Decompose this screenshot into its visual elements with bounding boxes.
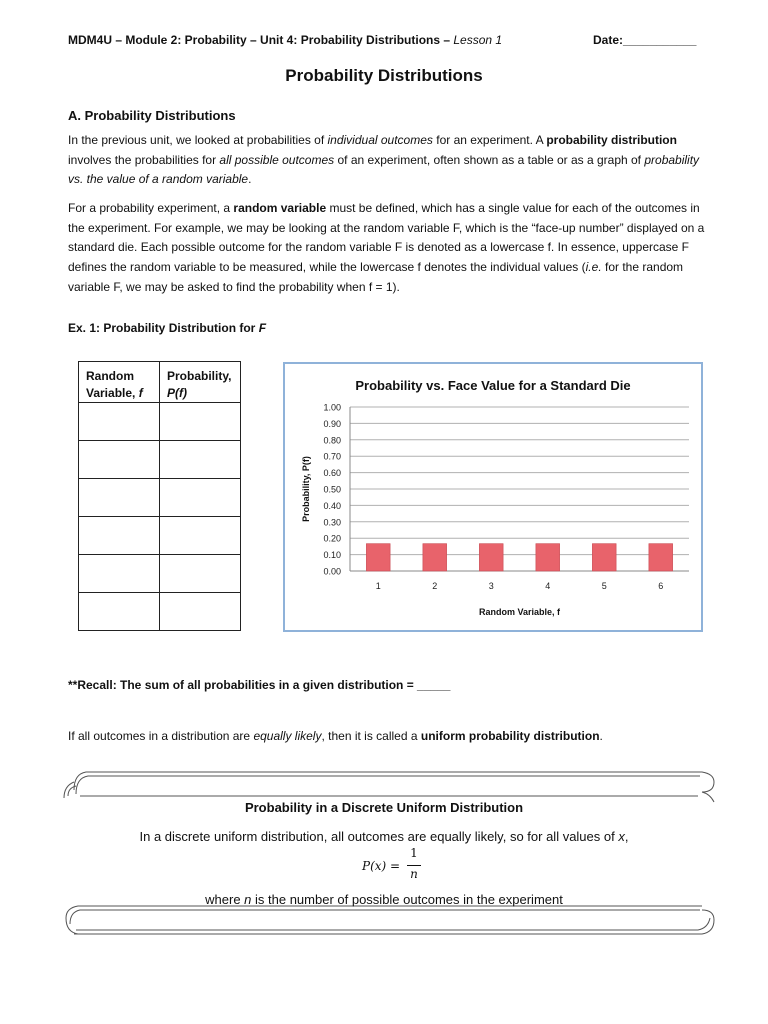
table-cell[interactable] — [79, 517, 160, 555]
date-field: Date:___________ — [593, 33, 697, 47]
text-run: For a probability experiment, a — [68, 201, 234, 215]
box-statement — [0, 829, 768, 844]
text-run: probability vs. the value of a random variable — [68, 152, 700, 187]
table-cell[interactable] — [79, 441, 160, 479]
bar — [479, 544, 503, 571]
text-run: . — [599, 729, 603, 743]
y-tick-label: 0.70 — [323, 451, 341, 462]
header-text: P(f) — [167, 386, 187, 400]
x-axis-label: Random Variable, f — [478, 607, 561, 617]
text-run: involves the probabilities for — [68, 152, 220, 167]
text-run: equally likely — [253, 729, 322, 743]
x-tick-label: 5 — [601, 581, 607, 591]
column-header-probability — [160, 362, 241, 403]
table-row — [79, 403, 241, 441]
course-text: MDM4U – Module 2: Probability – Unit 4: Probability Distributions – — [68, 33, 454, 47]
y-tick-label: 0.50 — [323, 484, 341, 495]
x-tick-label: 1 — [375, 581, 381, 591]
text-run: i.e. — [585, 260, 602, 275]
y-tick-label: 0.00 — [323, 566, 341, 577]
text-run: is the number of possible outcomes in the experiment — [251, 892, 563, 907]
table-row — [79, 441, 241, 479]
header-text: Probability, — [167, 369, 232, 383]
y-tick-label: 0.30 — [323, 517, 341, 528]
column-header-random-variable — [79, 362, 160, 403]
scroll-border — [62, 768, 717, 938]
chart-title: Probability vs. Face Value for a Standard Die — [355, 378, 631, 393]
example-heading — [68, 321, 266, 335]
bar — [649, 544, 673, 571]
text-run: probability distribution — [546, 133, 677, 147]
formula-denominator: n — [410, 867, 418, 881]
uniform-definition — [68, 729, 603, 743]
table-cell[interactable] — [160, 403, 241, 441]
box-title: Probability in a Discrete Uniform Distribution — [244, 800, 524, 815]
text-run: must be defined, which has a single value for each of the outcomes in the experiment. For example, we may be looking at the random variable F, which is the “face-up number” displayed on a standard die. Each possible outcome for the random variable F is denoted as a lowercase f. In essence, uppercase F defines the random variable to be measured, while the lowercase f denotes the individual values ( — [68, 201, 705, 275]
x-tick-label: 2 — [432, 581, 438, 591]
table-row — [79, 593, 241, 631]
text-run: If all outcomes in a distribution are — [68, 729, 254, 743]
header-text: Variable, — [86, 386, 139, 400]
y-tick-label: 0.10 — [323, 550, 341, 561]
text-run: Ex. 1: Probability Distribution for — [68, 321, 259, 335]
table-row — [79, 479, 241, 517]
y-tick-label: 0.60 — [323, 468, 341, 479]
bar — [366, 544, 390, 571]
bar — [592, 544, 616, 571]
section-heading: A. Probability Distributions — [68, 108, 236, 123]
y-tick-label: 1.00 — [323, 402, 341, 413]
text-run: n — [244, 892, 252, 907]
table-cell[interactable] — [79, 593, 160, 631]
formula-numerator: 1 — [410, 846, 418, 860]
text-run: x — [618, 829, 625, 844]
x-tick-label: 3 — [488, 581, 494, 591]
text-run: where — [205, 892, 245, 907]
intro-paragraph — [68, 131, 708, 190]
table-cell[interactable] — [160, 555, 241, 593]
course-header — [68, 33, 502, 47]
table-header-row — [79, 362, 241, 403]
header-text: Random — [86, 369, 134, 383]
random-variable-paragraph — [68, 199, 708, 298]
table-cell[interactable] — [160, 479, 241, 517]
table-row — [79, 517, 241, 555]
recall-note: **Recall: The sum of all probabilities in a given distribution = _____ — [68, 678, 451, 692]
text-run: , then it is called a — [321, 729, 421, 743]
y-tick-label: 0.40 — [323, 500, 341, 511]
table-row — [79, 555, 241, 593]
probability-chart — [285, 364, 701, 630]
table-cell[interactable] — [160, 517, 241, 555]
y-tick-label: 0.20 — [323, 533, 341, 544]
box-where-line — [0, 892, 768, 907]
fraction-bar — [407, 865, 421, 866]
table-cell[interactable] — [160, 441, 241, 479]
lesson-label: Lesson 1 — [453, 33, 503, 47]
y-axis-label: Probability, P(f) — [301, 456, 311, 522]
y-tick-label: 0.90 — [323, 418, 341, 429]
text-run: , — [624, 829, 629, 844]
header-text: f — [138, 386, 143, 400]
text-run: of an experiment, often shown as a table or as a graph of — [334, 152, 645, 167]
table-cell[interactable] — [79, 403, 160, 441]
table-cell[interactable] — [79, 555, 160, 593]
table-cell[interactable] — [160, 593, 241, 631]
chart-frame — [283, 362, 703, 632]
x-tick-label: 6 — [658, 581, 664, 591]
y-tick-label: 0.80 — [323, 435, 341, 446]
text-run: F — [258, 321, 267, 335]
text-run: uniform probability distribution — [420, 729, 600, 743]
distribution-table — [78, 361, 241, 631]
text-run: In a discrete uniform distribution, all outcomes are equally likely, so for all values of — [139, 829, 619, 844]
bar — [536, 544, 560, 571]
text-run: . — [248, 172, 252, 187]
text-run: random variable — [233, 201, 327, 215]
text-run: for the random variable F, we may be asked to find the probability when f = 1). — [68, 260, 684, 294]
bar — [423, 544, 447, 571]
table-cell[interactable] — [79, 479, 160, 517]
text-run: In the previous unit, we looked at probabilities of — [68, 133, 328, 147]
x-tick-label: 4 — [545, 581, 551, 591]
page-title: Probability Distributions — [285, 66, 483, 85]
text-run: all possible outcomes — [219, 152, 335, 167]
formula-lhs: P(x) = — [362, 859, 401, 873]
text-run: individual outcomes — [327, 133, 433, 147]
text-run: for an experiment. A — [432, 133, 547, 147]
